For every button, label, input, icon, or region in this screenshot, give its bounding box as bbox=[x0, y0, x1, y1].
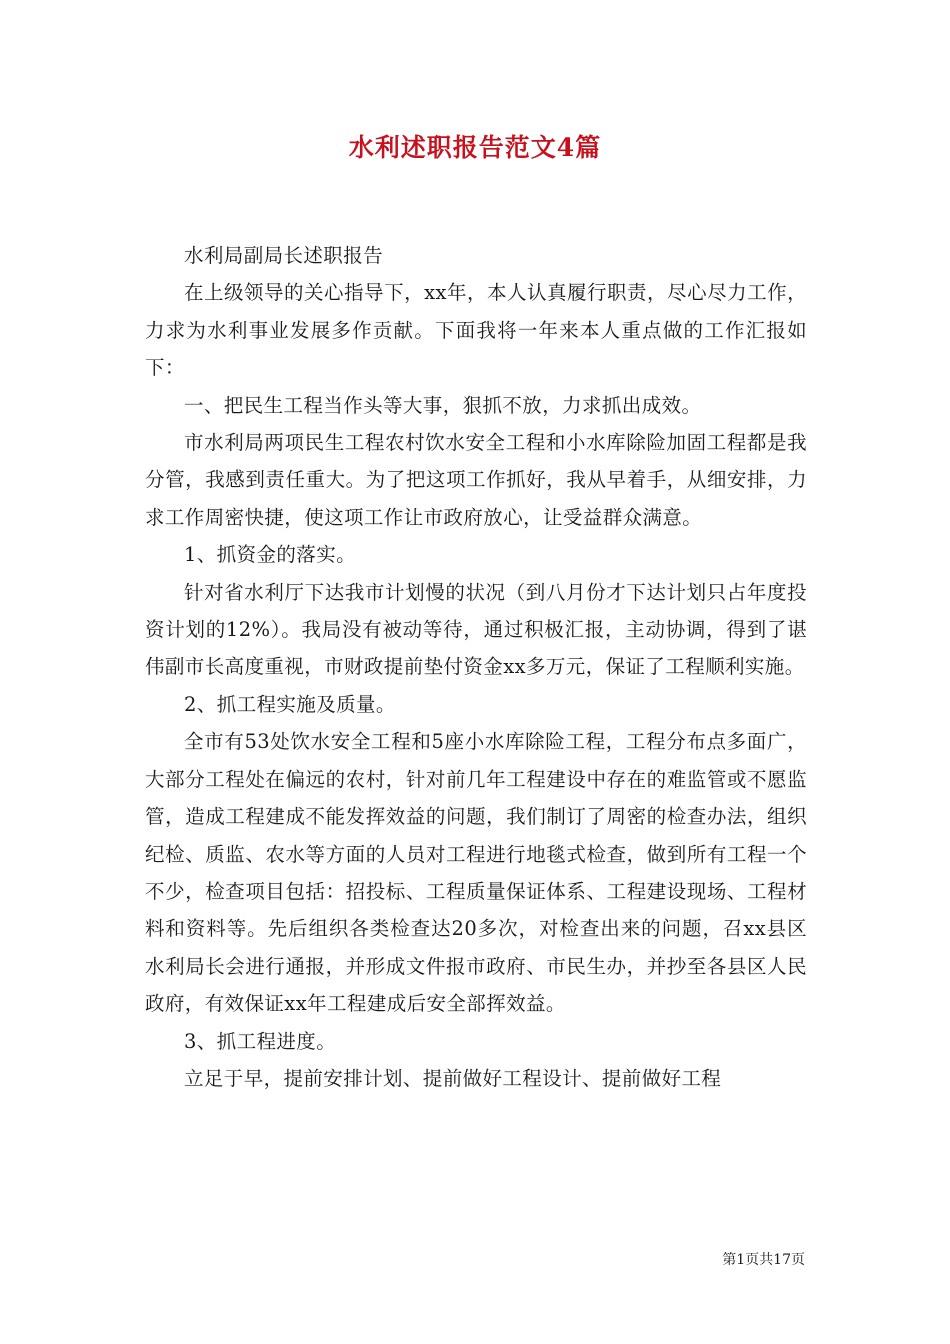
paragraph: 一、把民生工程当作头等大事，狠抓不放，力求抓出成效。 bbox=[184, 393, 702, 417]
section-heading: 水利局副局长述职报告 bbox=[184, 244, 384, 267]
document-body bbox=[145, 237, 807, 1097]
paragraph: 针对省水利厅下达我市计划慢的状况（到八月份才下达计划只占年度投资计划的12%）。我局没有被动等待，通过积极汇报，主动协调，得到了谌伟副市长高度重视，市财政提前垫付资金xx多万元，保证了工程顺利实施。 bbox=[145, 580, 807, 679]
paragraph: 在上级领导的关心指导下，xx年，本人认真履行职责，尽心尽力工作，力求为水利事业发展多作贡献。下面我将一年来本人重点做的工作汇报如下： bbox=[145, 281, 807, 380]
paragraph: 1、抓资金的落实。 bbox=[184, 543, 357, 567]
paragraph: 全市有53处饮水安全工程和5座小水库除险工程，工程分布点多面广，大部分工程处在偏远的农村，针对前几年工程建设中存在的难监管或不愿监管，造成工程建成不能发挥效益的问题，我们制订了周密的检查办法，组织纪检、质监、农水等方面的人员对工程进行地毯式检查，做到所有工程一个不少，检查项目包括：招投标、工程质量保证体系、工程建设现场、工程材料和资料等。先后组织各类检查达20多次，对检查出来的问题，召xx县区水利局长会进行通报，并形成文件报市政府、市民生办，并抄至各县区人民政府，有效保证xx年工程建成后安全部挥效益。 bbox=[145, 730, 807, 1016]
paragraph: 3、抓工程进度。 bbox=[184, 1029, 337, 1053]
paragraph: 立足于早，提前安排计划、提前做好工程设计、提前做好工程 bbox=[184, 1066, 722, 1090]
document-title: 水利述职报告范文4篇 bbox=[348, 133, 602, 162]
paragraph: 2、抓工程实施及质量。 bbox=[184, 692, 396, 716]
page-number: 第1页共17页 bbox=[722, 1252, 805, 1268]
paragraph: 市水利局两项民生工程农村饮水安全工程和小水库除险加固工程都是我分管，我感到责任重大。为了把这项工作抓好，我从早着手，从细安排，力求工作周密快捷，使这项工作让市政府放心，让受益群众满意。 bbox=[145, 431, 807, 529]
